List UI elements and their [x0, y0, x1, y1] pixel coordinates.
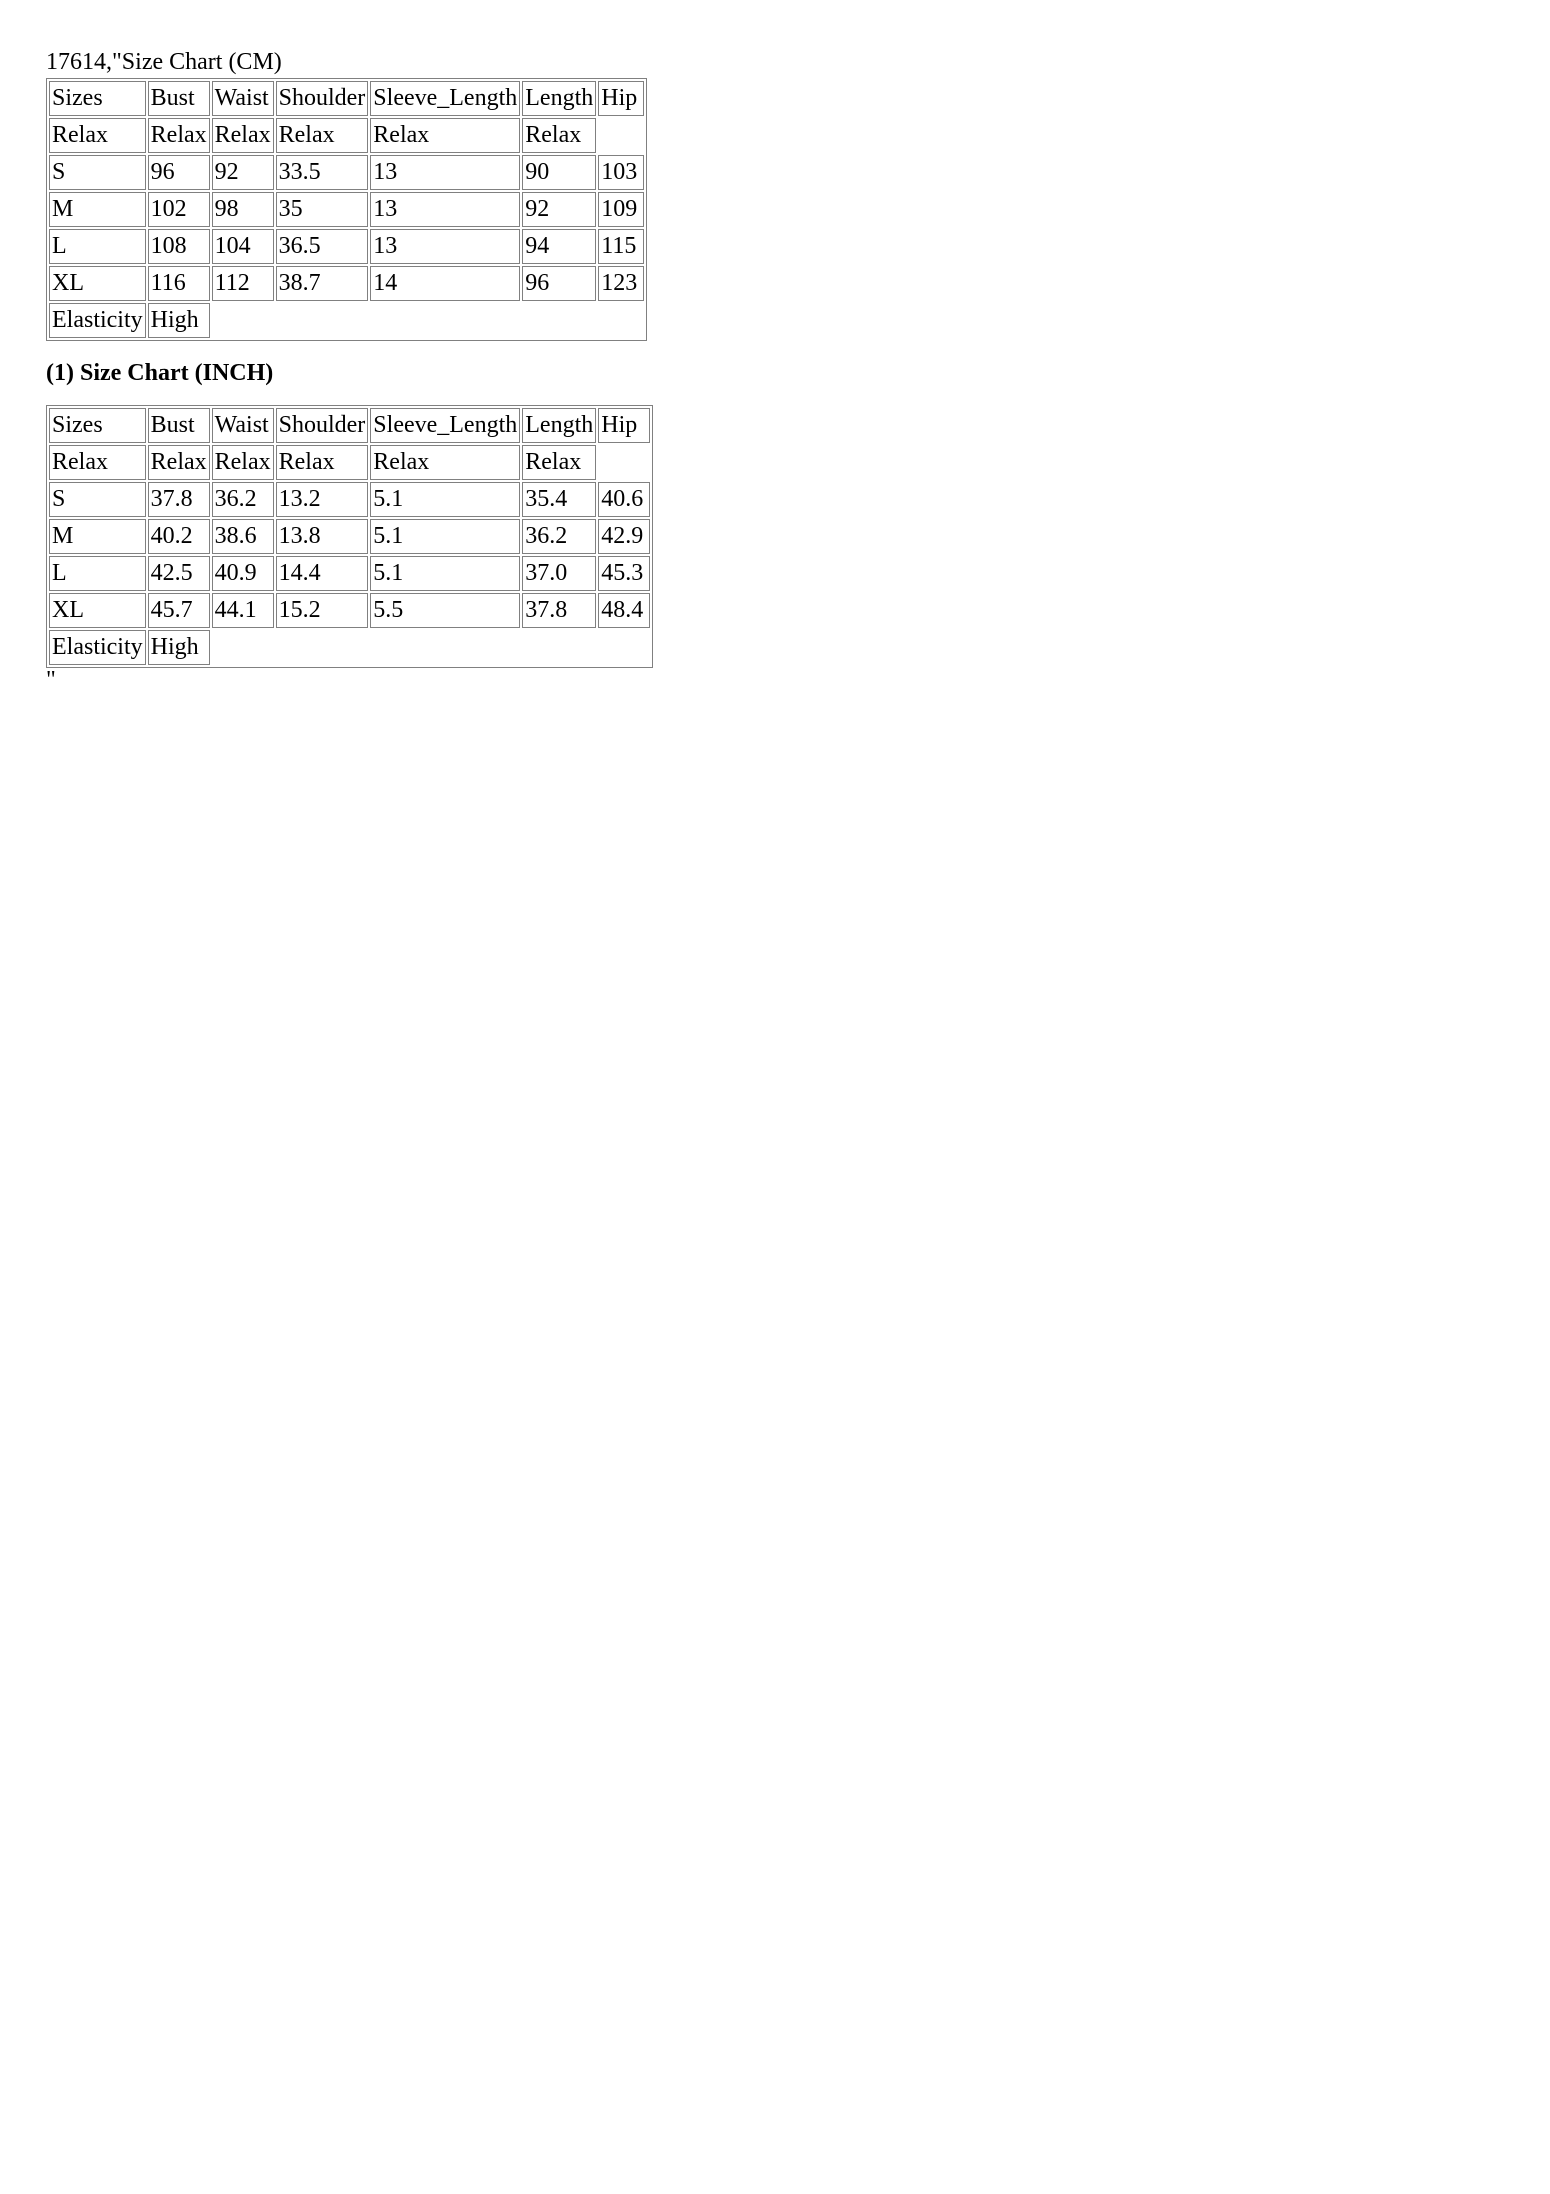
table-cell: Relax [212, 445, 274, 480]
table-cell: 37.8 [148, 482, 210, 517]
table-cell: 36.5 [276, 229, 369, 264]
table-cell: XL [49, 266, 146, 301]
table-cell: 13 [370, 155, 520, 190]
table-cell: Relax [522, 118, 596, 153]
table-cell: 109 [598, 192, 644, 227]
table-cell: 116 [148, 266, 210, 301]
table-cell: 35.4 [522, 482, 596, 517]
table-cell: Shoulder [276, 81, 369, 116]
table-cell: Elasticity [49, 303, 146, 338]
table-cell: 102 [148, 192, 210, 227]
table-cell: 13.8 [276, 519, 369, 554]
table-cell: L [49, 556, 146, 591]
table-cell: 5.5 [370, 593, 520, 628]
table-row [49, 155, 644, 190]
table-cell: 13 [370, 192, 520, 227]
table-cell: 92 [212, 155, 274, 190]
table-cell: 14 [370, 266, 520, 301]
table-cell: 42.9 [598, 519, 650, 554]
table-cell: 40.6 [598, 482, 650, 517]
table-cell: 5.1 [370, 519, 520, 554]
table-cell-empty [370, 630, 520, 665]
table-cell: Bust [148, 408, 210, 443]
table-cell-empty [276, 303, 369, 338]
table-cell: 15.2 [276, 593, 369, 628]
table-cell: Length [522, 81, 596, 116]
table-cell: Relax [276, 118, 369, 153]
table-cell: 103 [598, 155, 644, 190]
table-cell-empty [598, 445, 650, 480]
table-cell: Relax [148, 118, 210, 153]
table-cell-empty [598, 303, 644, 338]
table-cell: 42.5 [148, 556, 210, 591]
table-cell: High [148, 303, 210, 338]
table-cell: 104 [212, 229, 274, 264]
table-row [49, 229, 644, 264]
table-cell: High [148, 630, 210, 665]
table-cell: 5.1 [370, 482, 520, 517]
table-cell: 35 [276, 192, 369, 227]
table-cell-empty [276, 630, 369, 665]
table-row [49, 118, 644, 153]
inch-section-title: (1) Size Chart (INCH) [46, 360, 274, 386]
table-cell-empty [598, 630, 650, 665]
table-cell: Sleeve_Length [370, 81, 520, 116]
table-cell: 38.7 [276, 266, 369, 301]
table-cell: Shoulder [276, 408, 369, 443]
table-row [49, 482, 650, 517]
table-cell: 96 [148, 155, 210, 190]
table-cell: 112 [212, 266, 274, 301]
table-cell: 5.1 [370, 556, 520, 591]
table-cell: 45.3 [598, 556, 650, 591]
table-cell: L [49, 229, 146, 264]
table-cell-empty [522, 630, 596, 665]
table-cell: M [49, 519, 146, 554]
table-cell: Waist [212, 81, 274, 116]
table-cell: Sizes [49, 408, 146, 443]
table-row [49, 408, 650, 443]
table-row [49, 630, 650, 665]
table-cell: Hip [598, 408, 650, 443]
table-cell: XL [49, 593, 146, 628]
table-cell: Length [522, 408, 596, 443]
table-cell: 108 [148, 229, 210, 264]
table-cell-empty [598, 118, 644, 153]
document-page [46, 48, 653, 692]
table-cell-empty [522, 303, 596, 338]
table-cell: 40.2 [148, 519, 210, 554]
table-cell: 48.4 [598, 593, 650, 628]
table-cell: 37.8 [522, 593, 596, 628]
table-cell: Relax [49, 445, 146, 480]
table-cell-empty [212, 630, 274, 665]
table-cell: 92 [522, 192, 596, 227]
table-cell: Relax [276, 445, 369, 480]
table-cell: 37.0 [522, 556, 596, 591]
table-cell: 94 [522, 229, 596, 264]
table-cell: M [49, 192, 146, 227]
table-cell: S [49, 482, 146, 517]
table-cell: 14.4 [276, 556, 369, 591]
table-row [49, 303, 644, 338]
table-cell: 13 [370, 229, 520, 264]
table-row [49, 593, 650, 628]
table-cell: Relax [49, 118, 146, 153]
size-chart-cm-table [46, 78, 647, 341]
table-row [49, 445, 650, 480]
document-header-line: 17614,"Size Chart (CM) [46, 49, 282, 75]
table-cell-empty [212, 303, 274, 338]
table-cell: Relax [522, 445, 596, 480]
table-cell: 33.5 [276, 155, 369, 190]
table-cell: Sleeve_Length [370, 408, 520, 443]
table-cell: 45.7 [148, 593, 210, 628]
table-cell-empty [370, 303, 520, 338]
table-cell: 40.9 [212, 556, 274, 591]
table-cell: Elasticity [49, 630, 146, 665]
size-chart-inch-table [46, 405, 653, 668]
table-cell: 96 [522, 266, 596, 301]
table-cell: 98 [212, 192, 274, 227]
table-cell: 90 [522, 155, 596, 190]
table-cell: S [49, 155, 146, 190]
table-row [49, 81, 644, 116]
table-row [49, 266, 644, 301]
table-cell: Relax [212, 118, 274, 153]
table-cell: 36.2 [212, 482, 274, 517]
table-cell: 115 [598, 229, 644, 264]
table-cell: Relax [370, 445, 520, 480]
table-row [49, 556, 650, 591]
table-cell: Sizes [49, 81, 146, 116]
table-cell: Hip [598, 81, 644, 116]
table-cell: Relax [370, 118, 520, 153]
table-row [49, 519, 650, 554]
table-cell: 36.2 [522, 519, 596, 554]
table-cell: Waist [212, 408, 274, 443]
table-cell: 13.2 [276, 482, 369, 517]
table-cell: 44.1 [212, 593, 274, 628]
table-row [49, 192, 644, 227]
table-cell: Bust [148, 81, 210, 116]
table-cell: 38.6 [212, 519, 274, 554]
closing-quote: " [46, 667, 56, 693]
table-cell: Relax [148, 445, 210, 480]
table-cell: 123 [598, 266, 644, 301]
